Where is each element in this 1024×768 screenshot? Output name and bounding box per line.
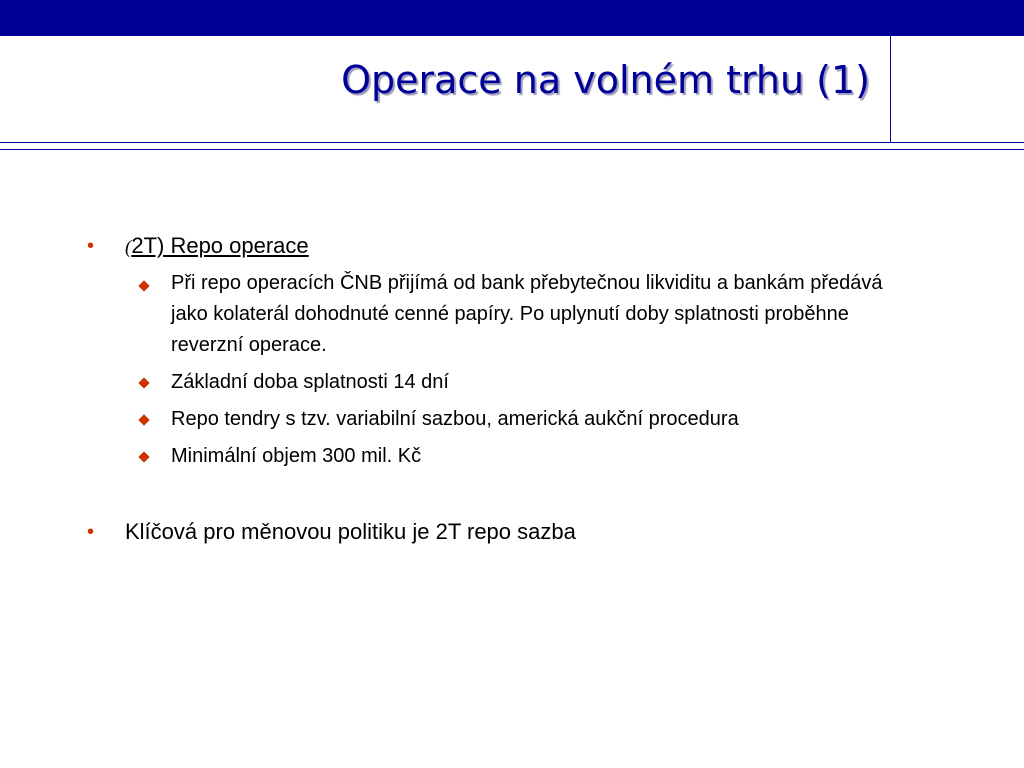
bullet-icon: • bbox=[87, 521, 95, 543]
bullet-icon: • bbox=[87, 235, 95, 257]
diamond-bullet-icon bbox=[138, 451, 149, 462]
repo-link[interactable] bbox=[125, 233, 309, 258]
subitem-repo-description: Při repo operacích ČNB přijímá od bank přebytečnou likviditu a bankám předává jako kolaterál dohodnuté cenné papíry. Po uplynutí doby splatnosti proběhne reverzní operace. bbox=[171, 272, 883, 356]
slide-title: Operace na volném trhu (1) bbox=[341, 58, 870, 102]
bullet-prefix: ( bbox=[125, 237, 132, 258]
bullet-text: 2T) Repo operace bbox=[131, 233, 309, 258]
bullet-item-repo[interactable] bbox=[125, 233, 309, 261]
diamond-bullet-icon bbox=[138, 414, 149, 425]
bullet-item-key-rate: Klíčová pro měnovou politiku je 2T repo sazba bbox=[125, 519, 576, 544]
diamond-bullet-icon bbox=[138, 377, 149, 388]
diamond-bullet-icon bbox=[138, 280, 149, 291]
subitem-maturity: Základní doba splatnosti 14 dní bbox=[171, 371, 449, 393]
subitem-minimum-volume: Minimální objem 300 mil. Kč bbox=[171, 445, 422, 467]
subitem-tenders: Repo tendry s tzv. variabilní sazbou, americká aukční procedura bbox=[171, 408, 739, 430]
